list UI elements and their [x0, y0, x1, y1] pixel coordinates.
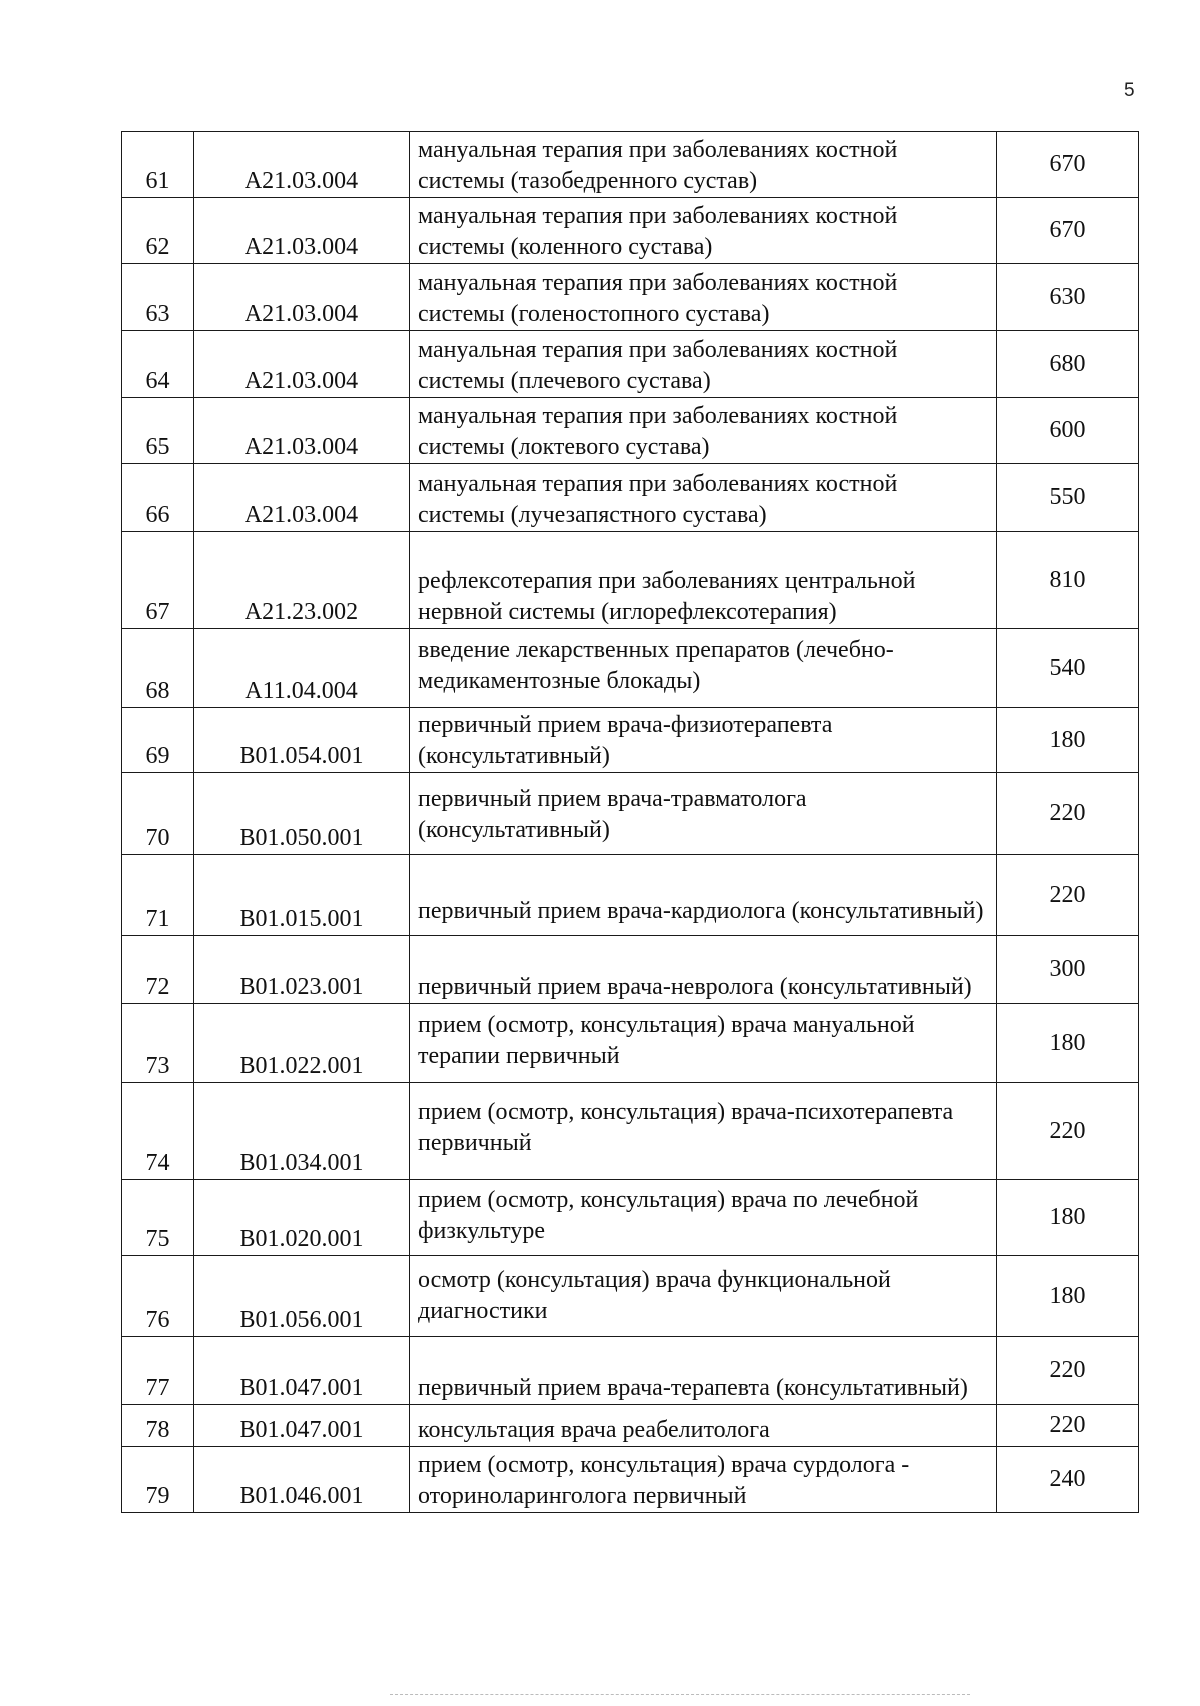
service-price: 670 — [997, 132, 1139, 198]
table-row — [122, 855, 1139, 936]
service-description: первичный прием врача-физиотерапевта (консультативный) — [410, 708, 997, 773]
table-row — [122, 629, 1139, 708]
service-description: мануальная терапия при заболеваниях костной системы (плечевого сустава) — [410, 331, 997, 398]
service-price: 180 — [997, 708, 1139, 773]
row-number: 72 — [122, 936, 194, 1004]
service-code: B01.047.001 — [194, 1337, 410, 1405]
table-row — [122, 1083, 1139, 1180]
table-row — [122, 398, 1139, 464]
service-price: 810 — [997, 532, 1139, 629]
service-code: A21.03.004 — [194, 264, 410, 331]
table-row — [122, 132, 1139, 198]
service-description: прием (осмотр, консультация) врача мануальной терапии первичный — [410, 1004, 997, 1083]
service-description: мануальная терапия при заболеваниях костной системы (тазобедренного сустав) — [410, 132, 997, 198]
service-code: B01.034.001 — [194, 1083, 410, 1180]
row-number: 61 — [122, 132, 194, 198]
service-price: 550 — [997, 464, 1139, 532]
service-description: рефлексотерапия при заболеваниях центральной нервной системы (иглорефлексотерапия) — [410, 532, 997, 629]
service-price: 220 — [997, 1083, 1139, 1180]
row-number: 67 — [122, 532, 194, 629]
service-description: консультация врача реабелитолога — [410, 1405, 997, 1447]
service-price: 220 — [997, 1405, 1139, 1447]
table-row — [122, 331, 1139, 398]
service-description: введение лекарственных препаратов (лечебно-медикаментозные блокады) — [410, 629, 997, 708]
service-code: A21.03.004 — [194, 198, 410, 264]
service-code: B01.046.001 — [194, 1447, 410, 1513]
row-number: 63 — [122, 264, 194, 331]
service-price: 670 — [997, 198, 1139, 264]
table-row — [122, 1337, 1139, 1405]
scan-edge-line — [390, 1694, 970, 1695]
service-code: A21.23.002 — [194, 532, 410, 629]
row-number: 62 — [122, 198, 194, 264]
service-price: 220 — [997, 773, 1139, 855]
service-code: B01.056.001 — [194, 1256, 410, 1337]
table-row — [122, 532, 1139, 629]
service-price: 220 — [997, 1337, 1139, 1405]
row-number: 77 — [122, 1337, 194, 1405]
service-code: A11.04.004 — [194, 629, 410, 708]
service-price: 240 — [997, 1447, 1139, 1513]
row-number: 66 — [122, 464, 194, 532]
service-description: первичный прием врача-кардиолога (консультативный) — [410, 855, 997, 936]
table-row — [122, 1004, 1139, 1083]
service-description: прием (осмотр, консультация) врача-психотерапевта первичный — [410, 1083, 997, 1180]
row-number: 76 — [122, 1256, 194, 1337]
table-row — [122, 198, 1139, 264]
row-number: 71 — [122, 855, 194, 936]
row-number: 74 — [122, 1083, 194, 1180]
service-description: мануальная терапия при заболеваниях костной системы (лучезапястного сустава) — [410, 464, 997, 532]
service-code: B01.022.001 — [194, 1004, 410, 1083]
table-row — [122, 1256, 1139, 1337]
row-number: 64 — [122, 331, 194, 398]
service-description: мануальная терапия при заболеваниях костной системы (коленного сустава) — [410, 198, 997, 264]
service-code: B01.015.001 — [194, 855, 410, 936]
table-row — [122, 773, 1139, 855]
table-row — [122, 464, 1139, 532]
table-row — [122, 708, 1139, 773]
service-description: прием (осмотр, консультация) врача по лечебной физкультуре — [410, 1180, 997, 1256]
service-price: 540 — [997, 629, 1139, 708]
service-price: 300 — [997, 936, 1139, 1004]
service-price: 180 — [997, 1004, 1139, 1083]
service-price: 630 — [997, 264, 1139, 331]
service-price: 180 — [997, 1256, 1139, 1337]
row-number: 65 — [122, 398, 194, 464]
row-number: 79 — [122, 1447, 194, 1513]
service-description: мануальная терапия при заболеваниях костной системы (голеностопного сустава) — [410, 264, 997, 331]
table-row — [122, 1180, 1139, 1256]
table-row — [122, 264, 1139, 331]
row-number: 70 — [122, 773, 194, 855]
service-description: прием (осмотр, консультация) врача сурдолога - оториноларинголога первичный — [410, 1447, 997, 1513]
service-code: B01.054.001 — [194, 708, 410, 773]
table-row — [122, 936, 1139, 1004]
service-price: 600 — [997, 398, 1139, 464]
service-code: A21.03.004 — [194, 331, 410, 398]
row-number: 73 — [122, 1004, 194, 1083]
service-code: B01.050.001 — [194, 773, 410, 855]
service-code: B01.047.001 — [194, 1405, 410, 1447]
service-code: A21.03.004 — [194, 132, 410, 198]
page-number: 5 — [1124, 80, 1135, 101]
row-number: 68 — [122, 629, 194, 708]
service-description: первичный прием врача-травматолога (консультативный) — [410, 773, 997, 855]
table-row — [122, 1447, 1139, 1513]
row-number: 75 — [122, 1180, 194, 1256]
table-row — [122, 1405, 1139, 1447]
service-description: мануальная терапия при заболеваниях костной системы (локтевого сустава) — [410, 398, 997, 464]
service-description: осмотр (консультация) врача функциональной диагностики — [410, 1256, 997, 1337]
service-code: B01.020.001 — [194, 1180, 410, 1256]
price-table — [121, 131, 1139, 1513]
service-code: B01.023.001 — [194, 936, 410, 1004]
row-number: 69 — [122, 708, 194, 773]
service-description: первичный прием врача-терапевта (консультативный) — [410, 1337, 997, 1405]
service-price: 220 — [997, 855, 1139, 936]
service-price: 680 — [997, 331, 1139, 398]
service-code: A21.03.004 — [194, 464, 410, 532]
row-number: 78 — [122, 1405, 194, 1447]
service-description: первичный прием врача-невролога (консультативный) — [410, 936, 997, 1004]
service-code: A21.03.004 — [194, 398, 410, 464]
service-price: 180 — [997, 1180, 1139, 1256]
